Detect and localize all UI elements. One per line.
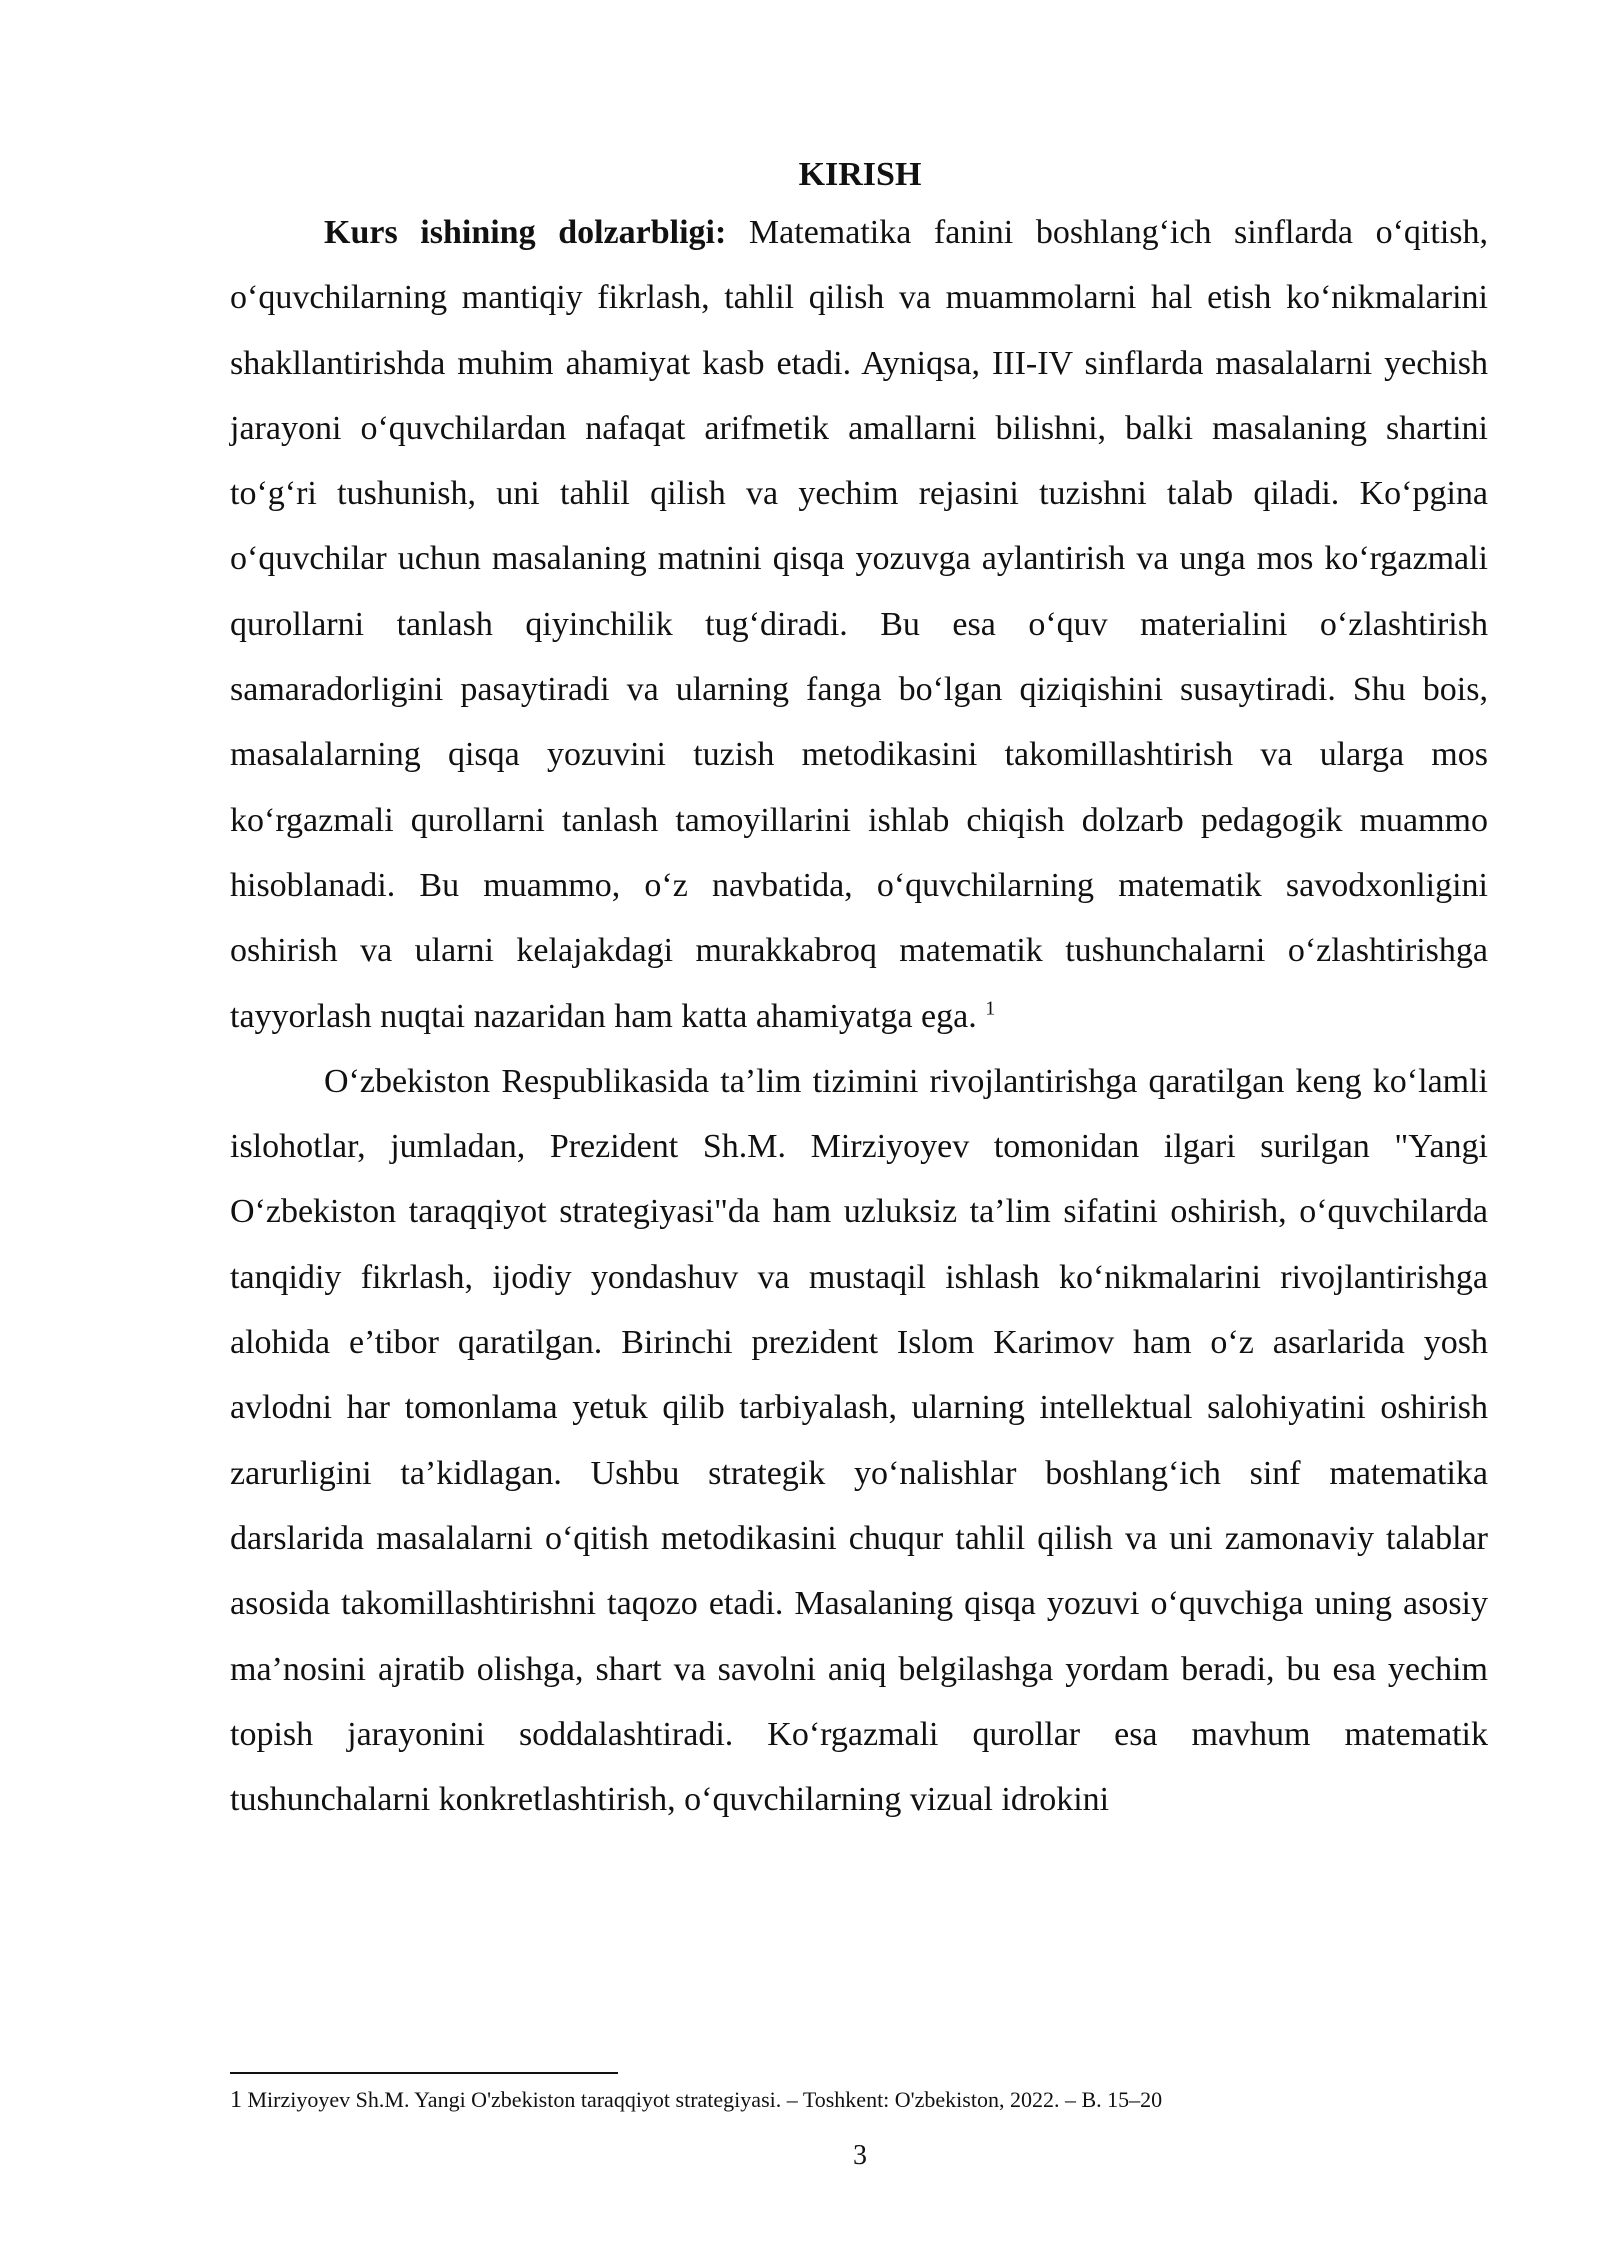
paragraph-text: Matematika fanini boshlang‘ich sinflarda o‘qitish, o‘quvchilarning mantiqiy fikrlash, tahlil qilish va muammolarni hal etish ko‘nikmalarini shakllantirishda muhim ahamiyat kasb etadi. Ayniqsa, III-IV sinflarda masalalarni yechish jarayoni o‘quvchilardan nafaqat arifmetik amallarni bilishni, balki masalaning shartini to‘g‘ri tushunish, uni tahlil qilish va yechim rejasini tuzishni talab qiladi. Ko‘pgina o‘quvchilar uchun masalaning matnini qisqa yozuvga aylantirish va unga mos ko‘rgazmali qurollarni tanlash qiyinchilik tug‘diradi. Bu esa o‘quv materialini o‘zlashtirish samaradorligini pasaytiradi va ularning fanga bo‘lgan qiziqishini susaytiradi. Shu bois, masalalarning qisqa yozuvini tuzish metodikasini takomillashtirish va ularga mos ko‘rgazmali qurollarni tanlash tamoyillarini ishlab chiqish dolzarb pedagogik muammo hisoblanadi. Bu muammo, o‘z navbatida, o‘quvchilarning matematik savodxonligini oshirish va ularni kelajakdagi murakkabroq matematik tushunchalarni o‘zlashtirishga tayyorlash nuqtai nazaridan ham katta ahamiyatga ega.	[230, 214, 1489, 1035]
paragraph-lead: Kurs ishining dolzarbligi:	[324, 214, 727, 251]
footnote-separator	[230, 2072, 618, 2074]
footnote-text: Mirziyoyev Sh.M. Yangi O'zbekiston taraqqiyot strategiyasi. – Toshkent: O'zbekiston, 2022. – B. 15–20	[242, 2087, 1163, 2112]
footnote-number: 1	[230, 2087, 242, 2113]
page-number: 3	[853, 2140, 867, 2171]
paragraph-relevance	[230, 200, 1488, 1049]
body-text	[230, 200, 1488, 1832]
footnote	[230, 2084, 1488, 2116]
paragraph-text: O‘zbekiston Respublikasida ta’lim tizimini rivojlantirishga qaratilgan keng ko‘lamli islohotlar, jumladan, Prezident Sh.M. Mirziyoyev tomonidan ilgari surilgan "Yangi O‘zbekiston taraqqiyot strategiyasi"da ham uzluksiz ta’lim sifatini oshirish, o‘quvchilarda tanqidiy fikrlash, ijodiy yondashuv va mustaqil ishlash ko‘nikmalarini rivojlantirishga alohida e’tibor qaratilgan. Birinchi prezident Islom Karimov ham o‘z asarlarida yosh avlodni har tomonlama yetuk qilib tarbiyalash, ularning intellektual salohiyatini oshirish zarurligini ta’kidlagan. Ushbu strategik yo‘nalishlar boshlang‘ich sinf matematika darslarida masalalarni o‘qitish metodikasini chuqur tahlil qilish va uni zamonaviy talablar asosida takomillashtirishni taqozo etadi. Masalaning qisqa yozuvi o‘quvchiga uning asosiy ma’nosini ajratib olishga, shart va savolni aniq belgilashga yordam beradi, bu esa yechim topish jarayonini soddalashtiradi. Ko‘rgazmali qurollar esa mavhum matematik tushunchalarni konkretlashtirish, o‘quvchilarning vizual idrokini	[230, 1062, 1488, 1819]
section-heading: KIRISH	[798, 156, 922, 193]
footnote-reference[interactable]: 1	[985, 997, 996, 1020]
paragraph-reforms	[230, 1049, 1488, 1833]
